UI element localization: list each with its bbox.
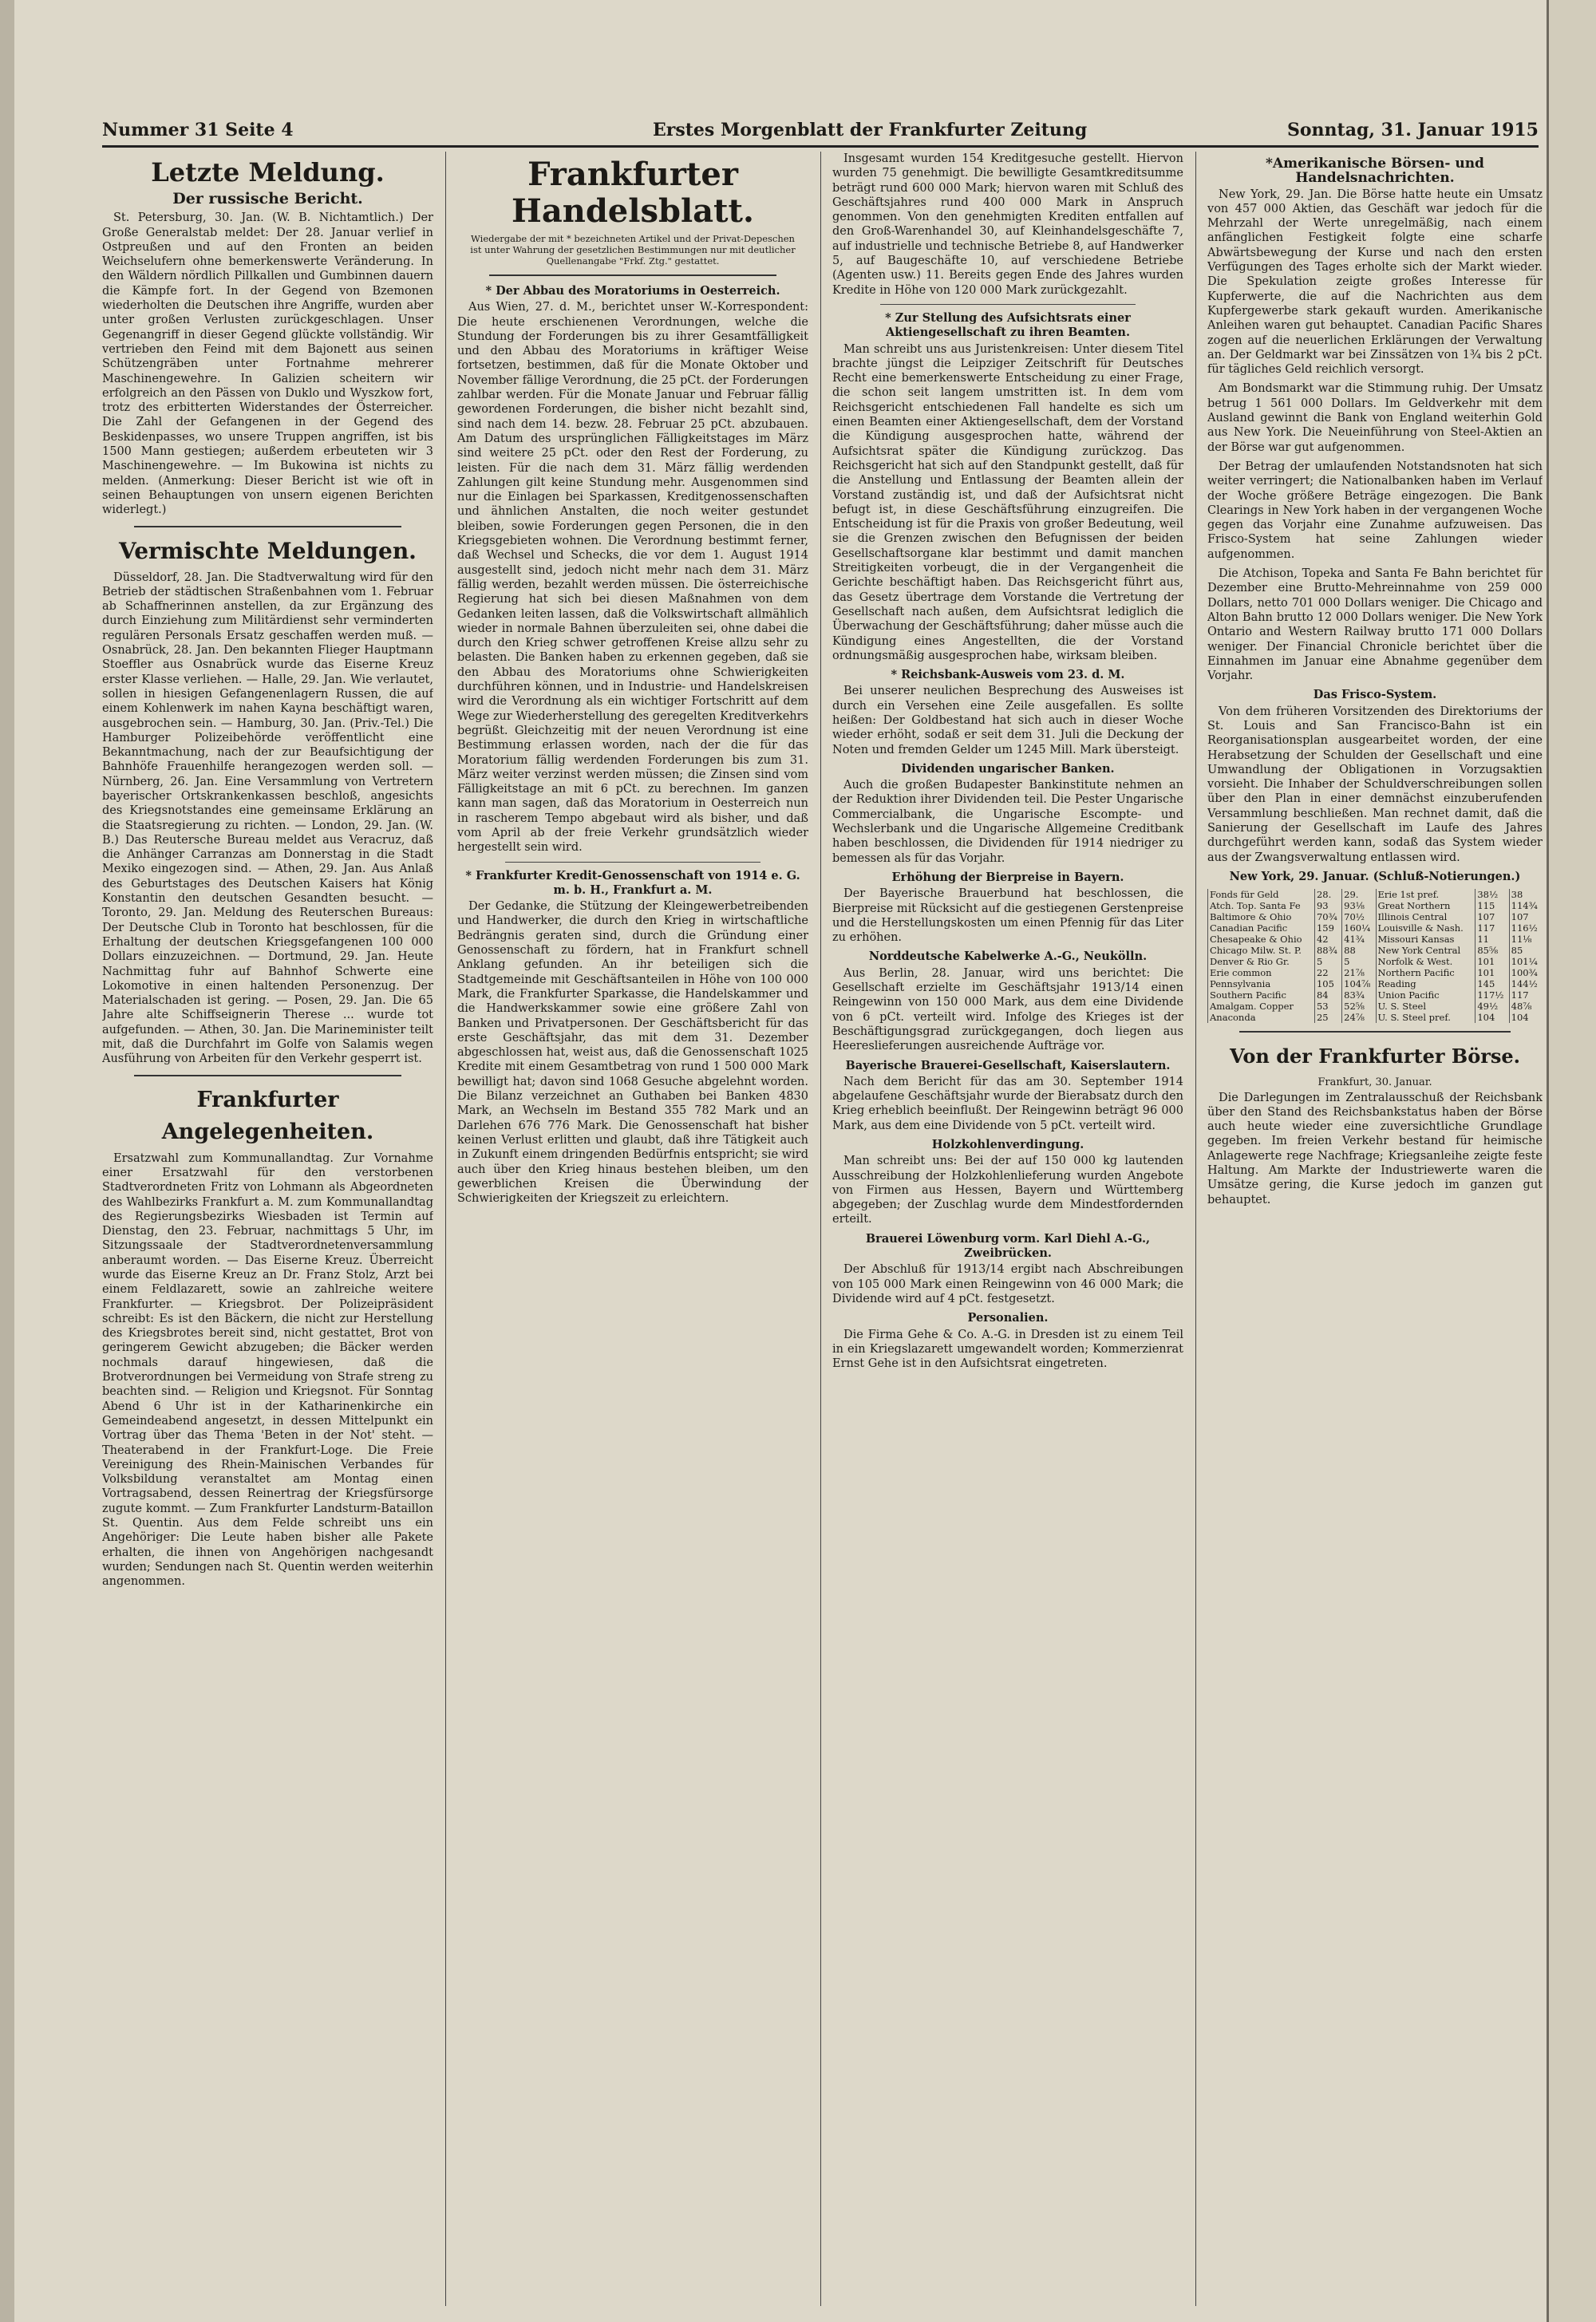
quotes-table	[1207, 889, 1543, 1023]
quote-cell: 5	[1342, 956, 1376, 967]
quote-cell: 28.	[1314, 889, 1341, 900]
article-text: Man schreibt uns: Bei der auf 150 000 kg lautenden Ausschreibung der Holzkohlenlieferung wurden Angebote von Firmen aus Hessen, Bayern und Württemberg abgegeben; der Zuschlag wurde dem Mindestfordernden erteilt.	[832, 1155, 1183, 1226]
article-title: Dividenden ungarischer Banken.	[901, 761, 1115, 776]
quote-cell: 117	[1509, 989, 1543, 1001]
article-text: Man schreibt uns aus Juristenkreisen: Unter diesem Titel brachte jüngst die Leipziger Zeitschrift für Deutsches Recht eine bemerkenswerte Entscheidung zu einer Frage, die schon seit langem umstritten ist. In dem vom Reichsgericht entschiedenen Fall handelte es sich um einen Beamten einer Aktiengesellschaft, dem der Vorstand die Kündigung ausgesprochen hatte, während der Aufsichtsrat später die Kündigung zurückzog. Das Reichsgericht hat sich auf den Standpunkt gestellt, daß für die Anstellung und Entlassung der Beamten allein der Vorstand zuständig ist, und daß der Aufsichtsrat nicht befugt ist, in diese Geschäftsführung einzugreifen. Die Entscheidung ist für die Praxis von großer Bedeutung, weil sie die Grenzen zwischen den Befugnissen der beiden Gesellschaftsorgane klar bestimmt und damit manchen Streitigkeiten vorbeugt, die in der Vergangenheit die Gerichte beschäftigt haben. Das Reichsgericht führt aus, das Gesetz übertrage dem Vorstande die Vertretung der Gesellschaft nach außen, dem Aufsichtsrat lediglich die Überwachung der Geschäftsführung; daher müsse auch die Kündigung eines Angestellten, die der Vorstand ordnungsmäßig ausgesprochen habe, wirksam bleiben.	[832, 342, 1183, 662]
column-3	[832, 152, 1183, 2306]
quote-cell: 159	[1314, 922, 1341, 934]
quote-cell: 100¾	[1509, 967, 1543, 978]
quote-cell: 104	[1476, 1012, 1509, 1023]
quote-cell: 22	[1314, 967, 1341, 978]
quote-cell: 93⅛	[1342, 900, 1376, 911]
divider	[505, 862, 760, 863]
quote-cell: 25	[1314, 1012, 1341, 1023]
quote-cell: U. S. Steel pref.	[1376, 1012, 1476, 1023]
quote-cell: Illinois Central	[1376, 911, 1476, 922]
article-text: Am Bondsmarkt war die Stimmung ruhig. Der Umsatz betrug 1 561 000 Dollars. Im Geldverkehr mit dem Ausland gewinnt die Bank von England weiterhin Gold aus New York. Die Neueinführung von Steel-Aktien an der Börse war gut aufgenommen.	[1207, 382, 1543, 454]
quote-cell: Reading	[1376, 978, 1476, 989]
article-text: Der Betrag der umlaufenden Notstandsnoten hat sich weiter verringert; die Nationalbanken haben im Verlauf der Woche größere Beträge eingezogen. Die Bank Clearings in New York haben in der vergangenen Woche gegen das Vorjahr eine Zunahme aufzuweisen. Das Frisco-System hat seine Zahlungen wieder aufgenommen.	[1207, 460, 1543, 561]
quote-cell: 52⅝	[1342, 1001, 1376, 1012]
quote-cell: 24⅞	[1342, 1012, 1376, 1023]
quote-cell: 5	[1314, 956, 1341, 967]
divider	[134, 1075, 401, 1076]
quote-row	[1208, 934, 1543, 945]
article-title: Norddeutsche Kabelwerke A.-G., Neukölln.	[868, 950, 1148, 964]
article-text: Aus Wien, 27. d. M., berichtet unser W.-Korrespondent: Die heute erschienenen Verordnungen, welche die Stundung der Forderungen bis zu ihrer Gesamtfälligkeit und den Abbau des Moratoriums in kräftiger Weise fortsetzen, bestimmen, daß für die Monate Oktober und November fällige Verordnung, die 25 pCt. der Forderungen zahlbar werden. Für die Monate Januar und Februar fällig gewordenen Forderungen, die bisher nicht bezahlt sind, sind nach dem 14. bezw. 28. Februar 25 pCt. abzubauen. Am Datum des ursprünglichen Fälligkeitstages im März sind weitere 25 pCt. oder den Rest der Forderung, zu leisten. Für die nach dem 31. März fällig werdenden Zahlungen gilt keine Stundung mehr. Ausgenommen sind nur die Einlagen bei Sparkassen, Kreditgenossenschaften und ähnlichen Anstalten, die noch weiter gestundet bleiben, sowie Forderungen gegen Personen, die in den Kriegsgebieten wohnen. Die Verordnung bestimmt ferner, daß Wechsel und Schecks, die vor dem 1. August 1914 ausgestellt sind, jedoch nicht mehr nach dem 31. März fällig werden, bezahlt werden müssen. Die österreichische Regierung hat sich bei diesen Maßnahmen von dem Gedanken leiten lassen, daß die Volkswirtschaft allmählich wieder in normale Bahnen überzuleiten sei, ohne dabei die durch den Krieg schwer getroffenen Kreise allzu sehr zu belasten. Die Banken haben zu erkennen gegeben, daß sie den Abbau des Moratoriums ohne Schwierigkeiten durchführen können, und in Industrie- und Handelskreisen wird die Verordnung als ein wichtiger Fortschritt auf dem Wege zur Wiederherstellung des geregelten Kreditverkehrs begrüßt. Gleichzeitig mit der neuen Verordnung ist eine Bestimmung erlassen worden, nach der die für das Moratorium fällig werdenden Forderungen bis zum 31. März weiter verzinst werden müssen; die Zinsen sind vom Fälligkeitstage an mit 6 pCt. zu berechnen. Im ganzen kann man sagen, daß das Moratorium in Oesterreich nun in rascherem Tempo abgebaut wird als bisher, und daß vom April ab der freie Verkehr grundsätzlich wieder hergestellt sein wird.	[457, 301, 808, 855]
quote-cell: 38	[1509, 889, 1543, 900]
article-title: Bayerische Brauerei-Gesellschaft, Kaiserslautern.	[845, 1058, 1171, 1072]
page-number: Nummer 31 Seite 4	[102, 120, 294, 140]
quote-cell: 93	[1314, 900, 1341, 911]
borse-text: Die Darlegungen im Zentralausschuß der Reichsbank über den Stand des Reichsbankstatus haben der Börse auch heute wieder eine zuversichtliche Grundlage gegeben. Im freien Verkehr bestand für heimische Anlagewerte rege Nachfrage; Kriegsanleihe zeigte feste Haltung. Am Markte der Industriewerte waren die Umsätze gering, die Kurse jedoch im ganzen gut behauptet.	[1207, 1091, 1543, 1206]
quote-cell: Denver & Rio Gr.	[1208, 956, 1315, 967]
paper-title: Erstes Morgenblatt der Frankfurter Zeitung	[653, 120, 1088, 140]
quote-cell: Erie common	[1208, 967, 1315, 978]
quote-cell: 107	[1509, 911, 1543, 922]
quote-cell: Norfolk & West.	[1376, 956, 1476, 967]
quote-cell: 42	[1314, 934, 1341, 945]
quote-row	[1208, 945, 1543, 956]
article-text: Die Atchison, Topeka and Santa Fe Bahn berichtet für Dezember eine Brutto-Mehreinnahme von 259 000 Dollars, netto 701 000 Dollars weniger. Die Chicago and Alton Bahn brutto 12 000 Dollars weniger. Die New York Ontario and Western Railway brutto 171 000 Dollars weniger. Der Financial Chronicle berichtet über die Einnahmen im Januar eine Abnahme gegenüber dem Vorjahr.	[1207, 567, 1543, 683]
column-rule	[445, 152, 446, 2306]
quote-cell: 11	[1476, 934, 1509, 945]
quote-cell: 85⅝	[1476, 945, 1509, 956]
quote-cell: 117½	[1476, 989, 1509, 1001]
section-title-frankfurt: Frankfurter Angelegenheiten.	[161, 1087, 374, 1144]
quote-cell: 116½	[1509, 922, 1543, 934]
quote-cell: 70½	[1342, 911, 1376, 922]
quote-cell: 83¾	[1342, 989, 1376, 1001]
quote-cell: 48⅞	[1509, 1001, 1543, 1012]
quote-cell: Atch. Top. Santa Fe	[1208, 900, 1315, 911]
quote-cell: 101¼	[1509, 956, 1543, 967]
article-title: Personalien.	[967, 1311, 1049, 1325]
quote-row	[1208, 1001, 1543, 1012]
quote-row	[1208, 967, 1543, 978]
quote-cell: 29.	[1342, 889, 1376, 900]
article-text: Auch die großen Budapester Bankinstitute nehmen an der Reduktion ihrer Dividenden teil. Die Pester Ungarische Commercialbank, die Ungarische Escompte- und Wechslerbank und die Ungarische Allgemeine Creditbank haben beschlossen, die Dividenden für 1914 niedriger zu bemessen als für das Vorjahr.	[832, 779, 1183, 865]
quote-row	[1208, 900, 1543, 911]
column-4	[1207, 152, 1543, 2306]
quote-cell: 101	[1476, 967, 1509, 978]
divider	[880, 304, 1136, 305]
quote-row	[1208, 922, 1543, 934]
vermischte-text: Düsseldorf, 28. Jan. Die Stadtverwaltung wird für den Betrieb der städtischen Straßenbahnen vom 1. Februar ab Schaffnerinnen anstellen, da zur Ergänzung des durch Einziehung zum Militärdienst sehr verminderten regulären Personals Ersatz geschaffen werden muß. — Osnabrück, 28. Jan. Den bekannten Flieger Hauptmann Stoeffler aus Osnabrück wurde das Eiserne Kreuz erster Klasse verliehen. — Halle, 29. Jan. Wie verlautet, sollen in hiesigen Gefangenenlagern Russen, die auf einem Kohlenwerk im nahen Kayna beschäftigt waren, ausgebrochen sein. — Hamburg, 30. Jan. (Priv.-Tel.) Die Hamburger Polizeibehörde veröffentlicht eine Bekanntmachung, nach der zur Beaufsichtigung der Bahnhöfe Frauenhilfe herangezogen werden soll. — Nürnberg, 26. Jan. Eine Versammlung von Vertretern bayerischer Ortskrankenkassen beschloß, angesichts des Kriegsnotstandes eine gemeinsame Erklärung an die Staatsregierung zu richten. — London, 29. Jan. (W. B.) Das Reutersche Bureau meldet aus Veracruz, daß die Anhänger Carranzas am Donnerstag in die Stadt Mexiko eingezogen sind. — Athen, 29. Jan. Aus Anlaß des Geburtstages des Deutschen Kaisers hat König Konstantin den deutschen Gesandten besucht. — Toronto, 29. Jan. Meldung des Reuterschen Bureaus: Der Deutsche Club in Toronto hat beschlossen, für die Erhaltung der deutschen Kriegsgefangenen 100 000 Dollars einzuzeichnen. — Dortmund, 29. Jan. Heute Nachmittag fuhr auf Bahnhof Schwerte eine Lokomotive in einen haltenden Personenzug. Der Materialschaden ist gering. — Posen, 29. Jan. Die 65 Jahre alte Schiffseignerin Therese ... wurde tot aufgefunden. — Athen, 30. Jan. Die Marineminister teilt mit, daß die Durchfahrt im Golfe von Salamis wegen Ausführung von Arbeiten für den Verkehr gesperrt ist.	[102, 571, 433, 1066]
article-text: Bei unserer neulichen Besprechung des Ausweises ist durch ein Versehen eine Zeile ausgefallen. Es sollte heißen: Der Goldbestand hat sich auch in dieser Woche wieder erhöht, sodaß er seit dem 31. Juli die Deckung der Noten und fremden Gelder um 1245 Mill. Mark übersteigt.	[832, 685, 1183, 756]
section-title-letzte: Letzte Meldung.	[151, 157, 385, 188]
quote-cell: 49½	[1476, 1001, 1509, 1012]
quote-cell: 104	[1509, 1012, 1543, 1023]
quote-cell: Amalgam. Copper	[1208, 1001, 1315, 1012]
report-text: St. Petersburg, 30. Jan. (W. B. Nichtamtlich.) Der Große Generalstab meldet: Der 28. Januar verlief in Ostpreußen und auf den Fronten an beiden Weichselufern ohne bemerkenswerte Veränderung. In den Wäldern nördlich Pillkallen und Gumbinnen dauern die Kämpfe fort. In der Gegend von Bzemonen wiederholten die Deutschen ihre Angriffe, wurden aber unter großen Verlusten zurückgeschlagen. Unser Gegenangriff in dieser Gegend glückte vollständig. Wir vertrieben den Feind mit dem Bajonett aus seinen Schützengräben unter Fortnahme mehrerer Maschinengewehre. In Galizien scheitern wir erfolgreich an den Pässen von Duklo und Wyszkow fort, trotz des erbitterten Widerstandes der Österreicher. Die Zahl der Gefangenen in der Gegend des Beskidenpasses, wo unsere Truppen angriffen, ist bis 1500 Mann gestiegen; außerdem erbeuteten wir 3 Maschinengewehre. — Im Bukowina ist nichts zu melden. (Anmerkung: Dieser Bericht ist wie oft in seinen Behauptungen von unsern eigenen Berichten widerlegt.)	[102, 211, 433, 517]
column-2	[457, 152, 808, 2306]
adjacent-page-edge	[1547, 0, 1596, 2322]
book-spine	[0, 0, 16, 2322]
quote-cell: 160¼	[1342, 922, 1376, 934]
article-title: Erhöhung der Bierpreise in Bayern.	[891, 870, 1124, 884]
quote-cell: 101	[1476, 956, 1509, 967]
article-title: * Zur Stellung des Aufsichtsrats einer Aktiengesellschaft zu ihren Beamten.	[885, 310, 1131, 340]
quote-cell: Northern Pacific	[1376, 967, 1476, 978]
column-rule	[1195, 152, 1196, 2306]
divider	[134, 526, 401, 527]
article-title: Holzkohlenverdingung.	[931, 1138, 1084, 1151]
quote-cell: 115	[1476, 900, 1509, 911]
report-title: Der russische Bericht.	[172, 190, 363, 207]
quote-cell: Southern Pacific	[1208, 989, 1315, 1001]
quote-cell: Canadian Pacific	[1208, 922, 1315, 934]
quote-cell: 88¾	[1314, 945, 1341, 956]
column-rule	[820, 152, 821, 2306]
borse-date: Frankfurt, 30. Januar.	[1317, 1076, 1432, 1089]
quote-cell: New York Central	[1376, 945, 1476, 956]
quotes-title: New York, 29. Januar. (Schluß-Notierungen.)	[1229, 869, 1521, 883]
quote-cell: Louisville & Nash.	[1376, 922, 1476, 934]
quote-cell: Erie 1st pref.	[1376, 889, 1476, 900]
article-text: Aus Berlin, 28. Januar, wird uns berichtet: Die Gesellschaft erzielte im Geschäftsjahr 1913/14 einen Reingewinn von 150 000 Mark, aus dem eine Dividende von 6 pCt. verteilt wird. Infolge des Krieges ist der Beschäftigungsgrad zurückgegangen, doch liegen aus Heereslieferungen ausreichende Aufträge vor.	[832, 966, 1183, 1053]
quote-cell: 105	[1314, 978, 1341, 989]
column-1	[102, 152, 433, 2306]
article-text: Von dem früheren Vorsitzenden des Direktoriums der St. Louis and San Francisco-Bahn ist ein Reorganisationsplan ausgearbeitet worden, der eine Herabsetzung der Schulden der Gesellschaft und eine Umwandlung der Obligationen in Vorzugsaktien vorsieht. Die Inhaber der Schuldverschreibungen sollen über den Plan in einer demnächst einzuberufenden Versammlung beschließen. Man rechnet damit, daß die Sanierung der Gesellschaft im Laufe des Jahres durchgeführt werden kann, sodaß das System wieder aus der Zwangsverwaltung entlassen wird.	[1207, 705, 1543, 864]
quote-cell: Chicago Milw. St. P.	[1208, 945, 1315, 956]
quote-cell: Pennsylvania	[1208, 978, 1315, 989]
quote-cell: 53	[1314, 1001, 1341, 1012]
article-text: Nach dem Bericht für das am 30. September 1914 abgelaufene Geschäftsjahr wurde der Bierabsatz durch den Krieg erheblich beeinflußt. Der Reingewinn beträgt 96 000 Mark, aus dem eine Dividende von 5 pCt. verteilt wird.	[832, 1075, 1183, 1132]
article-text: New York, 29. Jan. Die Börse hatte heute ein Umsatz von 457 000 Aktien, das Geschäft war jedoch für die Mehrzahl der Werte unregelmäßig, nach einem anfänglichen Festigkeit folgte eine scharfe Abwärtsbewegung der Kurse und nach den ersten Verfügungen des Tages erholte sich der Markt wieder. Die Spekulation zeigte großes Interesse für Kupferwerte, die auf die Nachrichten aus dem Kupfergewerbe stark gekauft wurden. Amerikanische Anleihen waren gut behauptet. Canadian Pacific Shares zogen auf die neuerlichen Erklärungen der Verwaltung an. Der Geldmarkt war bei Zinssätzen von 1¾ bis 2 pCt. für tägliches Geld reichlich versorgt.	[1207, 188, 1543, 377]
section-title-handelsblatt: Frankfurter Handelsblatt.	[512, 156, 754, 230]
quote-row	[1208, 978, 1543, 989]
quote-row	[1208, 989, 1543, 1001]
quote-cell: 84	[1314, 989, 1341, 1001]
quote-cell: 114¾	[1509, 900, 1543, 911]
quote-cell: 107	[1476, 911, 1509, 922]
quote-row	[1208, 911, 1543, 922]
quote-cell: 21⅞	[1342, 967, 1376, 978]
quote-cell: 41¾	[1342, 934, 1376, 945]
quote-cell: Anaconda	[1208, 1012, 1315, 1023]
article-title: Das Frisco-System.	[1313, 688, 1437, 702]
quote-cell: 117	[1476, 922, 1509, 934]
quote-cell: 38½	[1476, 889, 1509, 900]
page-header	[102, 113, 1539, 148]
quote-cell: Great Northern	[1376, 900, 1476, 911]
quote-cell: 70¾	[1314, 911, 1341, 922]
quote-cell: 11⅛	[1509, 934, 1543, 945]
page-date: Sonntag, 31. Januar 1915	[1287, 120, 1539, 140]
article-text: Der Bayerische Brauerbund hat beschlossen, die Bierpreise mit Rücksicht auf die gestiegenen Gerstenpreise und die Herstellungskosten um einen Pfennig für das Liter zu erhöhen.	[832, 887, 1183, 945]
article-text: Der Gedanke, die Stützung der Kleingewerbetreibenden und Handwerker, die durch den Krieg in wirtschaftliche Bedrängnis geraten sind, durch die Gründung einer Genossenschaft zu fördern, hat in Frankfurt schnell Anklang gefunden. An ihr beteiligen sich die Stadtgemeinde mit Geschäftsanteilen in Höhe von 100 000 Mark, die Frankfurter Sparkasse, die Handelskammer und die Handwerkskammer sowie eine größere Zahl von Banken und Privatpersonen. Der Geschäftsbericht für das erste Geschäftsjahr, das mit dem 31. Dezember abgeschlossen hat, weist aus, daß die Genossenschaft 1025 Kredite mit einem Gesamtbetrag von rund 1 500 000 Mark bewilligt hat; davon sind 1068 Gesuche abgelehnt worden. Die Bilanz verzeichnet an Guthaben bei Banken 4830 Mark, an Wechseln im Bestand 355 782 Mark und an Darlehen 676 776 Mark. Die Genossenschaft hat bisher keinen Verlust erlitten und glaubt, daß ihre Tätigkeit auch in Zukunft einem dringenden Bedürfnis entspricht; sie wird auch über den Krieg hinaus bestehen bleiben, um den gewerblichen Kreisen die Überwindung der Schwierigkeiten der Kriegszeit zu erleichtern.	[457, 900, 808, 1206]
section-title-amerika: *Amerikanische Börsen- und Handelsnachrichten.	[1266, 156, 1484, 187]
quote-cell: 85	[1509, 945, 1543, 956]
section-title-borse: Von der Frankfurter Börse.	[1229, 1045, 1521, 1068]
quote-cell: 88	[1342, 945, 1376, 956]
quote-cell: 104⅞	[1342, 978, 1376, 989]
quote-cell: Missouri Kansas	[1376, 934, 1476, 945]
quote-row	[1208, 956, 1543, 967]
newspaper-page	[14, 0, 1547, 2322]
divider	[489, 274, 776, 276]
article-text: Insgesamt wurden 154 Kreditgesuche gestellt. Hiervon wurden 75 genehmigt. Die bewilligte Gesamtkreditsumme beträgt rund 600 000 Mark; hiervon waren mit Schluß des Geschäftsjahres rund 400 000 Mark in Anspruch genommen. Von den genehmigten Krediten entfallen auf den Groß-Warenhandel 30, auf Kleinhandelsgeschäfte 7, auf industrielle und technische Betriebe 8, auf Handwerker 5, auf Baugeschäfte 10, auf verschiedene Betriebe (Agenten usw.) 11. Bereits gegen Ende des Jahres wurden Kredite in Höhe von 120 000 Mark zurückgezahlt.	[832, 152, 1183, 297]
article-title: * Reichsbank-Ausweis vom 23. d. M.	[891, 668, 1125, 682]
reprint-notice: Wiedergabe der mit * bezeichneten Artikel und der Privat-Depeschen ist unter Wahrung der gesetzlichen Bestimmungen nur mit deutlicher Quellenangabe "Frkf. Ztg." gestattet.	[470, 233, 796, 267]
article-text: Die Firma Gehe & Co. A.-G. in Dresden ist zu einem Teil in ein Kriegslazarett umgewandelt worden; Kommerzienrat Ernst Gehe ist in den Aufsichtsrat eingetreten.	[832, 1328, 1183, 1371]
article-text: Der Abschluß für 1913/14 ergibt nach Abschreibungen von 105 000 Mark einen Reingewinn von 46 000 Mark; die Dividende wird auf 4 pCt. festgesetzt.	[832, 1263, 1183, 1305]
quote-cell: Baltimore & Ohio	[1208, 911, 1315, 922]
quote-cell: Union Pacific	[1376, 989, 1476, 1001]
divider	[1239, 1031, 1511, 1033]
quote-row	[1208, 889, 1543, 900]
quote-cell: Chesapeake & Ohio	[1208, 934, 1315, 945]
quote-row	[1208, 1012, 1543, 1023]
article-title: * Der Abbau des Moratoriums in Oesterreich.	[485, 284, 780, 298]
quote-cell: Fonds für Geld	[1208, 889, 1315, 900]
quotes-body	[1208, 889, 1543, 1023]
frankfurt-text: Ersatzwahl zum Kommunallandtag. Zur Vornahme einer Ersatzwahl für den verstorbenen Stadtverordneten Fritz von Lohmann als Abgeordneten des Wahlbezirks Frankfurt a. M. zum Kommunallandtag des Regierungsbezirks Wiesbaden ist Termin auf Dienstag, den 23. Februar, nachmittags 5 Uhr, im Sitzungssaale der Stadtverordnetenversammlung anberaumt worden. — Das Eiserne Kreuz. Überreicht wurde das Eiserne Kreuz an Dr. Franz Stolz, Arzt bei einem Feldlazarett, sowie an zahlreiche weitere Frankfurter. — Kriegsbrot. Der Polizeipräsident schreibt: Es ist den Bäckern, die nicht zur Herstellung des Kriegsbrotes bereit sind, nicht gestattet, Brot von geringerem Gewicht abzugeben; die Bäcker werden nochmals darauf hingewiesen, daß die Brotverordnungen bei Vermeidung von Strafe streng zu beachten sind. — Religion und Kriegsnot. Für Sonntag Abend 6 Uhr ist in der Katharinenkirche ein Gemeindeabend angesetzt, in dessen Mittelpunkt ein Vortrag über das Thema 'Beten in der Not' steht. — Theaterabend in der Frankfurt-Loge. Die Freie Vereinigung des Rhein-Mainischen Verbandes für Volksbildung veranstaltet am Montag einen Vortragsabend, dessen Reinertrag der Kriegsfürsorge zugute kommt. — Zum Frankfurter Landsturm-Bataillon St. Quentin. Aus dem Felde schreibt uns ein Angehöriger: Die Leute haben bisher alle Pakete erhalten, die ihnen von Angehörigen nachgesandt wurden; Sendungen nach St. Quentin werden weiterhin angenommen.	[102, 1151, 433, 1589]
quote-cell: 144½	[1509, 978, 1543, 989]
quote-cell: U. S. Steel	[1376, 1001, 1476, 1012]
quote-cell: 145	[1476, 978, 1509, 989]
section-title-vermischte: Vermischte Meldungen.	[119, 537, 417, 564]
article-title: Brauerei Löwenburg vorm. Karl Diehl A.-G., Zweibrücken.	[865, 1231, 1151, 1261]
article-title: * Frankfurter Kredit-Genossenschaft von 1914 e. G. m. b. H., Frankfurt a. M.	[465, 868, 800, 897]
